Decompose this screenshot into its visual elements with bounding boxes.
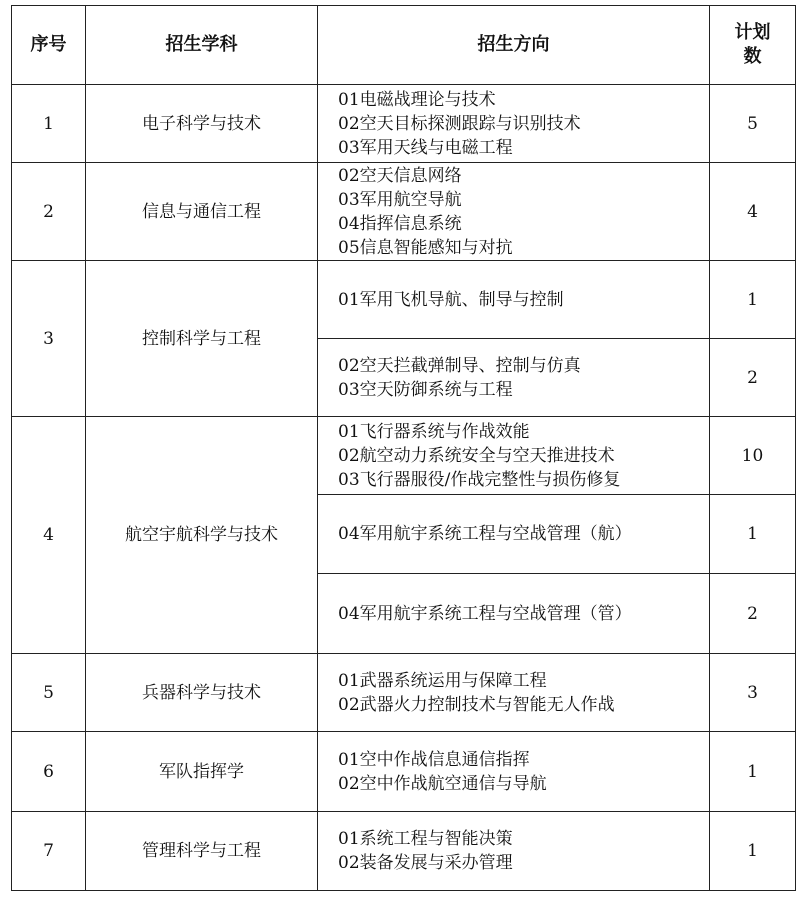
row-subject: 兵器科学与技术 (86, 654, 318, 732)
direction-item: 04军用航宇系统工程与空战管理（航） (338, 524, 632, 544)
row-directions (318, 417, 710, 495)
row-index: 5 (12, 654, 86, 732)
direction-item: 02航空动力系统安全与空天推进技术 (338, 445, 615, 466)
row-directions (318, 574, 710, 654)
row-subject: 电子科学与技术 (86, 85, 318, 163)
direction-item: 04军用航宇系统工程与空战管理（管） (338, 603, 632, 624)
table-row (12, 732, 796, 812)
row-directions (318, 261, 710, 339)
row-subject: 管理科学与工程 (86, 812, 318, 891)
direction-item: 03空天防御系统与工程 (338, 379, 513, 400)
row-plan: 1 (710, 732, 796, 812)
direction-item: 02装备发展与采办管理 (338, 853, 513, 873)
row-subject: 信息与通信工程 (86, 163, 318, 261)
direction-item: 01飞行器系统与作战效能 (338, 421, 530, 442)
direction-item: 01电磁战理论与技术 (338, 89, 496, 110)
direction-item: 02空天信息网络 (338, 165, 462, 186)
row-directions (318, 812, 710, 891)
direction-item: 04指挥信息系统 (338, 213, 462, 234)
row-index: 6 (12, 732, 86, 812)
header-direction: 招生方向 (318, 6, 710, 85)
row-plan: 4 (710, 163, 796, 261)
row-directions (318, 654, 710, 732)
direction-item: 02武器火力控制技术与智能无人作战 (338, 694, 615, 715)
row-plan: 10 (710, 417, 796, 495)
table-row (12, 261, 796, 339)
row-subject: 航空宇航科学与技术 (86, 417, 318, 654)
row-plan: 1 (710, 495, 796, 574)
table-row (12, 417, 796, 495)
row-directions (318, 339, 710, 417)
row-plan: 2 (710, 574, 796, 654)
table-row (12, 163, 796, 261)
table-row (12, 812, 796, 891)
table-row (12, 654, 796, 732)
direction-item: 03军用天线与电磁工程 (338, 137, 513, 158)
row-directions (318, 732, 710, 812)
table-row (12, 85, 796, 163)
header-plan-line2: 数 (743, 46, 762, 67)
row-plan: 1 (710, 812, 796, 891)
row-directions (318, 495, 710, 574)
header-row (12, 6, 796, 85)
row-plan: 1 (710, 261, 796, 339)
row-directions (318, 85, 710, 163)
direction-item: 05信息智能感知与对抗 (338, 237, 513, 258)
direction-item: 03飞行器服役/作战完整性与损伤修复 (338, 469, 621, 490)
direction-item: 02空中作战航空通信与导航 (338, 773, 547, 794)
row-index: 4 (12, 417, 86, 654)
row-index: 7 (12, 812, 86, 891)
direction-item: 02空天目标探测跟踪与识别技术 (338, 113, 581, 134)
admissions-table (11, 5, 796, 891)
admissions-table-container (11, 5, 795, 891)
row-index: 3 (12, 261, 86, 417)
row-plan: 5 (710, 85, 796, 163)
row-subject: 控制科学与工程 (86, 261, 318, 417)
row-index: 2 (12, 163, 86, 261)
row-plan: 3 (710, 654, 796, 732)
row-subject: 军队指挥学 (86, 732, 318, 812)
header-subject: 招生学科 (86, 6, 318, 85)
header-plan-line1: 计划 (734, 22, 771, 43)
direction-item: 01系统工程与智能决策 (338, 829, 513, 849)
direction-item: 01空中作战信息通信指挥 (338, 749, 530, 770)
row-directions (318, 163, 710, 261)
row-index: 1 (12, 85, 86, 163)
direction-item: 02空天拦截弹制导、控制与仿真 (338, 355, 581, 376)
row-plan: 2 (710, 339, 796, 417)
direction-item: 03军用航空导航 (338, 189, 462, 210)
direction-item: 01武器系统运用与保障工程 (338, 670, 547, 691)
direction-item: 01军用飞机导航、制导与控制 (338, 289, 564, 310)
header-index: 序号 (12, 6, 86, 85)
header-plan (710, 6, 796, 85)
